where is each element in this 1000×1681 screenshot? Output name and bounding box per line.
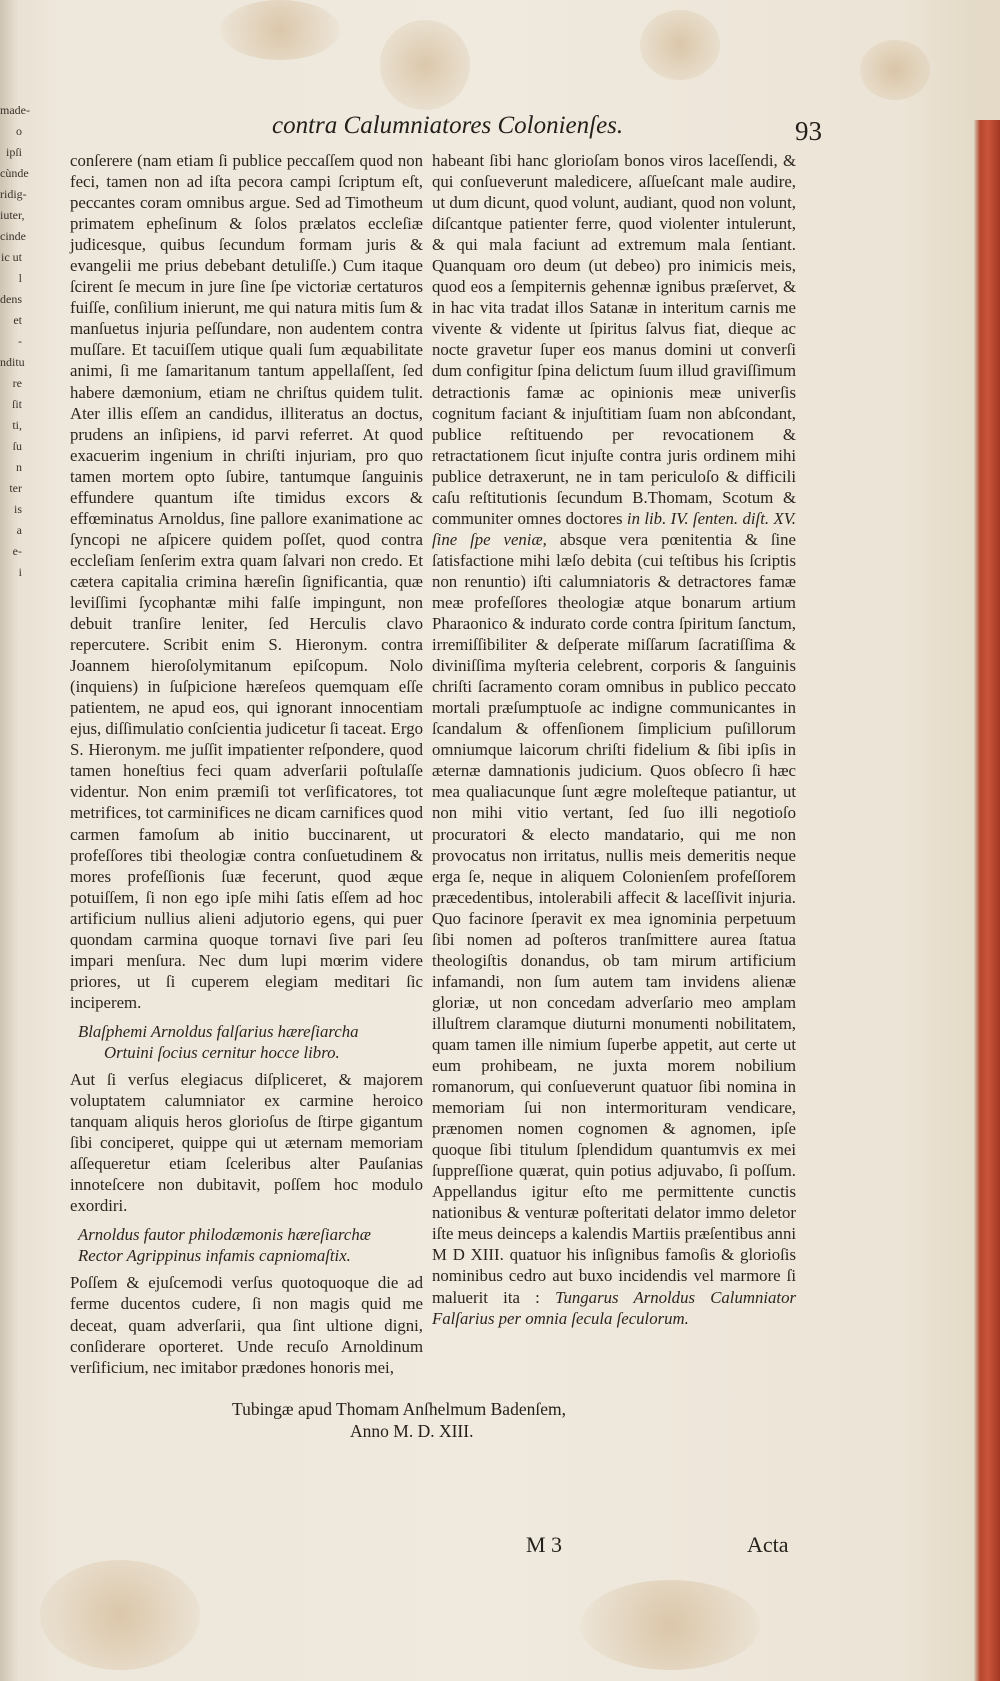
stain bbox=[640, 10, 720, 80]
stain bbox=[380, 20, 470, 110]
closing-titles: Tungarus Arnoldus Calumniator Falſarius per omnia ſecula ſeculorum. bbox=[432, 1287, 797, 1328]
margin-fragment: iuter, bbox=[0, 208, 25, 222]
imprint-line-2: Anno M. D. XIII. bbox=[350, 1421, 474, 1441]
margin-fragment: n bbox=[16, 460, 22, 474]
margin-fragment: - bbox=[18, 334, 22, 348]
right-column bbox=[432, 150, 796, 1329]
imprint-line-1: Tubingæ apud Thomam Anſhelmum Badenſem, bbox=[232, 1399, 566, 1419]
verse-2-line-2: Rector Agrippinus infamis capniomaſtix. bbox=[78, 1246, 351, 1266]
margin-fragment: et bbox=[13, 313, 22, 327]
verse-2 bbox=[70, 1224, 423, 1266]
page-header bbox=[0, 112, 1000, 152]
margin-fragment: cùnde bbox=[0, 166, 29, 180]
margin-fragment: a bbox=[16, 523, 22, 537]
margin-fragment: is bbox=[13, 502, 22, 516]
margin-fragment: cinde bbox=[0, 229, 26, 243]
verse-1-line-2: Ortuini ſocius cernitur hocce libro. bbox=[104, 1042, 340, 1062]
margin-fragment: ic ut bbox=[1, 250, 22, 264]
margin-fragment: re bbox=[12, 376, 22, 390]
imprint bbox=[232, 1398, 566, 1442]
stain bbox=[220, 0, 340, 60]
signature-mark: M 3 bbox=[526, 1532, 563, 1557]
margin-fragment: ſu bbox=[12, 439, 22, 453]
margin-fragment: i bbox=[18, 565, 22, 579]
left-paragraph-2: Aut ſi verſus elegiacus diſpliceret, & majorem voluptatem calumniator ex carmine heroico tanquam aliquis heros glorioſus de ſtirpe gigantum ſibi conciperet, quippe qui ut æternam memoriam aſſequeretur etiam ſceleribus alter Pauſanias innoteſcere non dubitavit, poſſem hoc modulo exordiri. bbox=[70, 1070, 423, 1216]
citation: in lib. IV. ſenten. diſt. XV. ſine ſpe veniæ, bbox=[432, 508, 796, 549]
running-title: contra Calumniatores Colonienſes. bbox=[272, 112, 624, 139]
verse-1 bbox=[70, 1021, 423, 1063]
facing-page-margin bbox=[0, 100, 30, 1500]
margin-fragment: nditu bbox=[0, 355, 25, 369]
right-text-1: habeant ſibi hanc glorioſam bonos viros laceſſendi, & qui conſueverunt maledicere, aſſueſcant male audire, ut dum dicunt, quod volunt, audiant, quod non volunt, diſcantque patienter ferre, quod violenter intulerunt, & qui mala faciunt ad extremum mala ſentiant. Quanquam oro deum (ut debeo) pro inimicis meis, quod eos a ſempiternis gehennæ ignibus præſervet, & in hac vita tradat illos Satanæ in interitum carnis me vivente & vidente ut ſpiritus ſalvus fiat, dieque ac nocte gravetur ſuper eos manus domini ut converſi dum configitur ſpina delictum ſuum illud graviſſimum detractionis famæ ac opinionis meæ univerſis cognitum faciant & injuſtitiam ſuam non abſcondant, publice reſtituendo per revocationem & retractationem ſicut injuſte contra juris ordinem mihi publice detraxerunt, ne in tam periculoſo & difficili caſu reſtitutionis ſecundum B.Thomam, Scotum & communiter omnes doctores bbox=[432, 151, 796, 528]
verse-1-line-1: Blaſphemi Arnoldus falſarius hæreſiarcha bbox=[78, 1021, 359, 1041]
margin-fragment: l dens bbox=[0, 271, 22, 306]
left-paragraph-1: conſerere (nam etiam ſi publice peccaſſem quod non feci, tamen non ad iſta pecora campi ſcriptum eſt, peccantes coram omnibus argue. Sed ad Timotheum primatem epheſinum & ſolos prælatos eccleſiæ judicesque, quibus ſecundum formam juris & evangelii me prius debebant detuliſſe.) Cum itaque ſcirent ſe mecum in jure ſine ſpe victoriæ certaturos fuiſſe, conſilium inierunt, me qui natura mitis ſum & manſuetus injuria peſſundare, non audentem contra muſſare. Et tacuiſſem utique quali ſum æquabilitate animi, ſi me ſamaritanum tantum appellaſſent, ſed habere dæmonium, etiam ne chriſtus quidem tulit. Ater illis eſſem an candidus, illiteratus an doctus, prudens an inſipiens, id parvi referret. At quod exacuerim ingenium in chriſti injuriam, pro quo tamen mortem opto ſubire, tantumque ſanguinis effundere quantum iſte timidus excors & effœminatus Arnoldus, ſine pallore exanimatione ac ſyncopi ne aſpicere quidem poſſet, quod contra eccleſiam ſenſerim extra quam ſalvari non credo. Et cætera capitalia crimina hæreſin ſignificantia, quæ leviſſimi ſycophantæ mihi falſe impingunt, non debuit tranſire leniter, ſed Herculis clavo repercutere. Scribit enim S. Hieronym. contra Joannem hieroſolymitanum epiſcopum. Nolo (inquiens) in ſuſpicione hæreſeos quemquam eſſe patientem, ne apud eos, qui ignorant innocentiam ejus, diſſimulatio conſcientia judicetur ſi taceat. Ergo S. Hieronym. me juſſit impatienter reſpondere, quod tamen honeſtius feci quam adverſarii poſtulaſſe videntur. Non enim præmiſi tot verſificatores, tot metrifices, tot carminifices ne dicam carnifices quod carmen famoſum ab initio buccinarent, ut profeſſores tibi theologiæ contra conſuetudinem & mores profeſſionis ſuæ fecerunt, quod æque potuiſſem, ſi non ego ipſe mihi ſatis eſſem ad hoc artificium nullius alieni adjutorio egens, qui puer quondam carmina quoque tornavi ſive pari ſeu impari menſura. Nec dum lupi mœrim videre priores, ut ſi cuperem elegiam meditari ſic inciperem. bbox=[70, 151, 423, 1012]
verse-2-line-1: Arnoldus fautor philodæmonis hæreſiarchæ bbox=[78, 1225, 371, 1245]
left-column bbox=[70, 150, 423, 1378]
margin-fragment: o ipſi bbox=[5, 124, 22, 159]
margin-fragment: ti, bbox=[12, 418, 22, 432]
margin-fragment: e- bbox=[12, 544, 22, 558]
right-paragraph bbox=[432, 150, 796, 1329]
stain bbox=[580, 1580, 760, 1670]
right-text-2: absque vera pœnitentia & ſine ſatisfactione mihi læſo debita (cui teſtibus his ſcriptis non renuntio) iſti calumniatoris & detractores famæ meæ profeſſores theologiæ atque bonarum artium Pharaonico & indurato corde contra ſpiritum ſanctum, irremiſſibiliter & deſperate miſſarum ſacratiſſima & diviniſſima myſteria celebrent, corporis & ſanguinis chriſti ſacramento coram omnibus in publico peccato mortali præſumptuoſe ac indigne communicantes in ſcandalum & offenſionem ſimplicium puſillorum omniumque laicorum chriſti fidelium & ſibi ipſis in æternæ damnationis judicium. Quos obſecro ſi hæc mea qualiacunque ſunt ægre moleſteque patiantur, ut non mihi vitio vertant, ſed ſuo illi negotioſo procuratori & electo mandatario, qui me non provocatus non irritatus, nullis meis demeritis neque erga ſe, neque in aliquem Colonienſem profeſſorem præcedentibus, intolerabili affecit & laceſſivit injuria. Quo facinore ſperavit ex mea ignominia perpetuum ſibi nomen ad poſteros tranſmittere aurea ſtatua theologiſtis donandus, ob tam mirum artificium infamandi, non ſum autem tam invidens alienæ gloriæ, ut non concedam adverſario meo amplam illuſtrem claramque diuturni monumenti nobilitatem, quam tamen ille nimium ſuperbe appetit, aut certe ut eum prohibeam, ne juxta morem nobilium romanorum, qui conſueverunt quatuor ſibi nomina in memoriam ſui non intermorituram vendicare, prænomen nomen cognomen & agnomen, ipſe quoque ſibi titulum ſplendidum quantumvis ex mei ſuppreſſione quærat, quin potius adjuvabo, ſi poſſum. Appellandus igitur eſto me permittente cunctis nationibus & venturæ poſteritati delator immo deletor iſte meus deinceps a kalendis Martiis præſentibus anni M D XIII. quatuor his inſignibus famoſis & glorioſis nominibus cedro aut buxo incidendis vel marmore ſi maluerit ita : bbox=[432, 529, 796, 1307]
catchword: Acta bbox=[747, 1532, 789, 1557]
margin-fragment: made- bbox=[0, 103, 30, 117]
stain bbox=[40, 1560, 200, 1670]
margin-fragment: ſit bbox=[11, 397, 22, 411]
page-red-edge bbox=[974, 120, 1000, 1681]
page-number: 93 bbox=[795, 116, 822, 146]
stain bbox=[860, 40, 930, 100]
margin-fragment: ridig- bbox=[0, 187, 27, 201]
margin-fragment: ter bbox=[9, 481, 22, 495]
left-paragraph-3: Poſſem & ejuſcemodi verſus quotoquoque die ad ferme ducentos cudere, ſi non magis quid me deceat, quam adverſarii, qua ſint ultione digni, conſiderare oporteret. Unde recuſo Arnoldinum verſificium, nec imitabor prædones honoris mei, bbox=[70, 1273, 423, 1377]
